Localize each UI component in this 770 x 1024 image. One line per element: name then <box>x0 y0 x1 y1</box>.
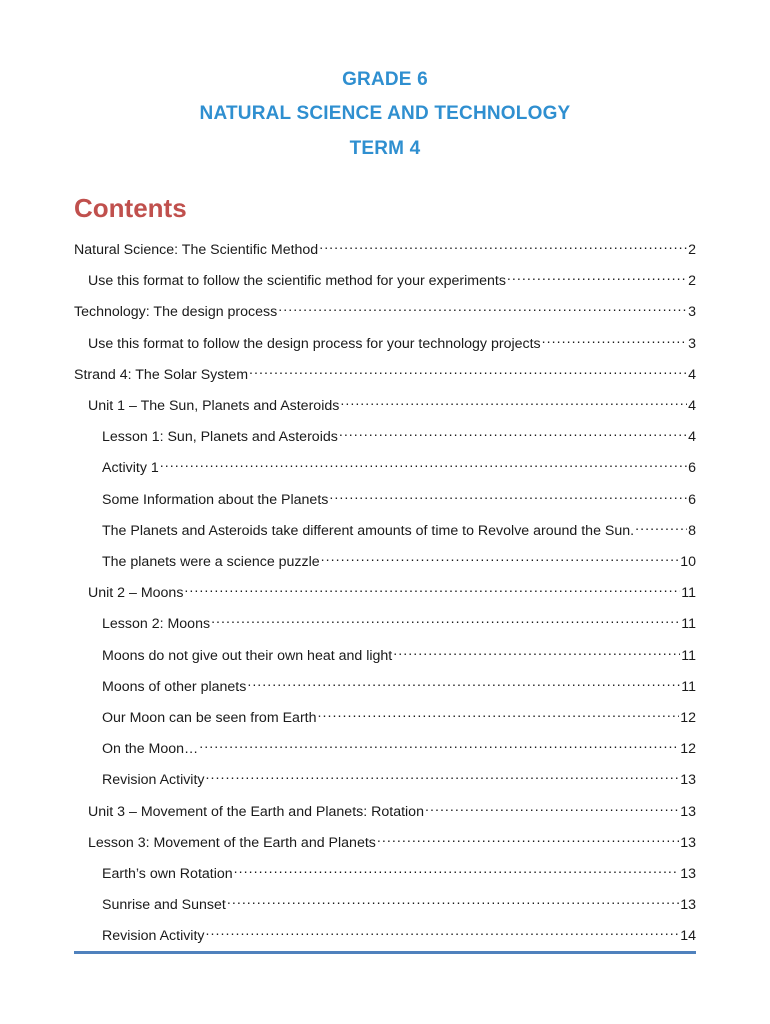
toc-page-number: 11 <box>681 647 696 664</box>
toc-page-number: 11 <box>681 585 696 602</box>
toc-dot-leader <box>425 798 679 816</box>
toc-dot-leader <box>319 236 687 254</box>
toc-entry[interactable] <box>102 922 696 945</box>
toc-entry-label: Strand 4: The Solar System <box>74 366 249 383</box>
toc-page-number: 10 <box>680 554 696 570</box>
toc-entry[interactable] <box>102 642 696 664</box>
toc-page-number: 13 <box>680 803 696 820</box>
toc-entry-label: Activity 1 <box>102 460 159 477</box>
toc-dot-leader <box>507 267 687 285</box>
toc-entry[interactable] <box>102 704 696 726</box>
toc-entry[interactable] <box>88 798 696 820</box>
toc-page-number: 8 <box>688 522 696 539</box>
toc-entry-label: Our Moon can be seen from Earth <box>102 710 317 726</box>
toc-dot-leader <box>234 860 680 878</box>
toc-dot-leader <box>321 548 680 566</box>
toc-entry-label: Use this format to follow the scientific method for your experiments <box>88 273 506 290</box>
toc-dot-leader <box>160 454 687 472</box>
toc-entry-label: On the Moon… <box>102 741 199 758</box>
toc-entry-label: Moons of other planets <box>102 678 247 695</box>
toc-dot-leader <box>340 392 687 410</box>
toc-entry-label: Unit 3 – Movement of the Earth and Planets: Rotation <box>88 803 424 820</box>
toc-entry[interactable] <box>102 735 696 758</box>
footer-divider <box>74 951 696 954</box>
toc-dot-leader <box>318 704 680 722</box>
toc-entry-label: Revision Activity <box>102 928 205 945</box>
toc-page-number: 6 <box>688 460 696 477</box>
toc-entry[interactable] <box>88 579 696 602</box>
toc-dot-leader <box>206 922 680 940</box>
toc-entry[interactable] <box>102 486 696 508</box>
toc-page-number: 4 <box>688 429 696 446</box>
toc-entry[interactable] <box>102 548 696 570</box>
toc-page-number: 13 <box>680 897 696 914</box>
toc-page-number: 11 <box>681 616 696 633</box>
toc-entry[interactable] <box>102 891 696 914</box>
toc-entry-label: Lesson 3: Movement of the Earth and Planets <box>88 834 376 851</box>
toc-dot-leader <box>278 298 687 316</box>
toc-page-number: 3 <box>688 335 696 352</box>
toc-page-number: 14 <box>680 928 696 945</box>
toc-page-number: 12 <box>680 710 696 726</box>
toc-entry[interactable] <box>102 766 696 789</box>
toc-entry[interactable] <box>102 673 696 695</box>
toc-entry[interactable] <box>74 298 696 321</box>
toc-entry[interactable] <box>102 517 696 539</box>
toc-page-number: 6 <box>688 491 696 508</box>
toc-dot-leader <box>184 579 680 597</box>
toc-entry-label: Some Information about the Planets <box>102 491 329 508</box>
toc-page-number: 2 <box>688 273 696 290</box>
grade-title: GRADE 6 <box>342 69 428 90</box>
term-title: TERM 4 <box>349 138 421 159</box>
toc-dot-leader <box>247 673 680 691</box>
toc-page-number: 13 <box>680 772 696 789</box>
toc-page-number: 13 <box>680 866 696 882</box>
toc-entry-label: Lesson 1: Sun, Planets and Asteroids <box>102 429 338 446</box>
toc-dot-leader <box>211 610 680 628</box>
toc-entry[interactable] <box>102 860 696 882</box>
toc-dot-leader <box>227 891 679 909</box>
toc-entry-label: The Planets and Asteroids take different amounts of time to Revolve around the Sun. <box>102 522 635 539</box>
toc-entry-label: Technology: The design process <box>74 304 278 321</box>
contents-heading: Contents <box>74 193 187 223</box>
toc-dot-leader <box>635 517 687 535</box>
toc-entry-label: Earth’s own Rotation <box>102 866 233 882</box>
toc-entry[interactable] <box>102 454 696 477</box>
toc-dot-leader <box>377 829 679 847</box>
toc-entry-label: Unit 2 – Moons <box>88 585 184 602</box>
toc-dot-leader <box>542 330 687 348</box>
toc-entry-label: Natural Science: The Scientific Method <box>74 242 319 258</box>
toc-page-number: 4 <box>688 398 696 414</box>
toc-dot-leader <box>393 642 680 660</box>
toc-entry[interactable] <box>88 330 696 352</box>
toc-page-number: 11 <box>681 678 696 695</box>
toc-entry-label: Lesson 2: Moons <box>102 616 211 633</box>
toc-entry[interactable] <box>74 236 696 258</box>
toc-entry-label: Use this format to follow the design process for your technology projects <box>88 335 541 352</box>
toc-entry-label: Moons do not give out their own heat and light <box>102 647 393 664</box>
toc-page-number: 2 <box>688 242 696 258</box>
toc-dot-leader <box>249 361 687 379</box>
toc-entry[interactable] <box>102 423 696 446</box>
toc-entry[interactable] <box>74 361 696 383</box>
toc-dot-leader <box>199 735 679 753</box>
toc-dot-leader <box>206 766 680 784</box>
toc-entry[interactable] <box>102 610 696 633</box>
toc-page-number: 13 <box>680 834 696 851</box>
toc-entry-label: Sunrise and Sunset <box>102 897 226 914</box>
subject-title: NATURAL SCIENCE AND TECHNOLOGY <box>199 103 571 124</box>
toc-entry[interactable] <box>88 829 696 851</box>
toc-entry-label: Revision Activity <box>102 772 205 789</box>
toc-page-number: 12 <box>680 741 696 758</box>
toc-entry-label: The planets were a science puzzle <box>102 554 320 570</box>
toc-page-number: 3 <box>688 304 696 321</box>
toc-dot-leader <box>329 486 687 504</box>
toc-entry[interactable] <box>88 392 696 414</box>
toc-entry-label: Unit 1 – The Sun, Planets and Asteroids <box>88 398 340 414</box>
toc-dot-leader <box>339 423 687 441</box>
toc-entry[interactable] <box>88 267 696 290</box>
toc-page-number: 4 <box>688 366 696 383</box>
